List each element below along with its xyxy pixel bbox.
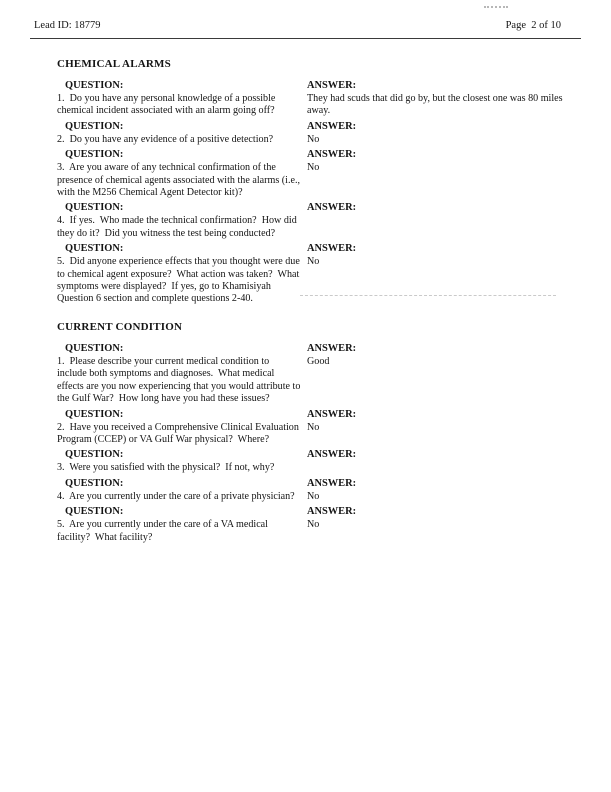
answer-label: ANSWER: (307, 449, 357, 461)
answer-label: ANSWER: (307, 342, 357, 354)
question-text: 3. Are you aware of any technical confirmation of the presence of chemical agents associated with the alarms (i.e., with the M256 Chemical Agent Detector kit)? (57, 162, 303, 199)
question-label: QUESTION: (65, 342, 124, 354)
question-text: 1. Do you have any personal knowledge of a possible chemical incident associated with an alarm going off? (57, 93, 278, 117)
answer-text: No (307, 490, 320, 502)
question-text: 5. Are you currently under the care of a VA medical facility? What facility? (57, 519, 271, 543)
question-label: QUESTION: (65, 80, 124, 91)
answer-label: ANSWER: (307, 506, 357, 518)
scan-artifact-dots (484, 6, 508, 8)
section-current-condition (57, 321, 563, 544)
qa-row (57, 242, 563, 306)
question-label: QUESTION: (65, 243, 124, 255)
question-label: QUESTION: (65, 449, 124, 461)
answer-label: ANSWER: (307, 243, 357, 255)
question-label: QUESTION: (65, 202, 124, 214)
document-body (0, 31, 611, 544)
qa-row (57, 120, 563, 146)
question-label: QUESTION: (65, 506, 124, 518)
question-label: QUESTION: (65, 120, 124, 132)
answer-text: No (307, 256, 320, 268)
scan-artifact-line (300, 295, 556, 296)
answer-label: ANSWER: (307, 477, 357, 489)
answer-text: No (307, 133, 320, 145)
answer-text (307, 462, 563, 474)
answer-text: No (307, 162, 320, 174)
qa-row (57, 477, 563, 503)
qa-row (57, 408, 563, 447)
question-text: 2. Do you have any evidence of a positive detection? (57, 133, 274, 145)
section-title-current-condition: CURRENT CONDITION (57, 320, 183, 333)
header-rule (30, 38, 581, 39)
question-text: 4. Are you currently under the care of a private physician? (57, 490, 295, 502)
lead-id: Lead ID: 18779 (34, 20, 101, 31)
qa-row (57, 505, 563, 544)
answer-text (307, 215, 563, 240)
section-title-chemical-alarms: CHEMICAL ALARMS (57, 58, 171, 70)
qa-row (57, 148, 563, 199)
answer-label: ANSWER: (307, 120, 357, 132)
question-text: 5. Did anyone experience effects that you thought were due to chemical agent exposure? What action was taken? What symptoms were displayed? If yes, go to Khamisiyah Question 6 section and complete questions 2-40. (57, 256, 303, 305)
qa-row (57, 79, 566, 118)
answer-text: They had scuds that did go by, but the closest one was 80 miles away. (307, 93, 566, 117)
page-number: Page 2 of 10 (505, 20, 561, 31)
answer-label: ANSWER: (307, 149, 357, 161)
answer-label: ANSWER: (307, 202, 357, 214)
answer-text: No (307, 421, 320, 433)
question-label: QUESTION: (65, 408, 124, 420)
answer-text: Good (307, 355, 330, 367)
question-text: 4. If yes. Who made the technical confirmation? How did they do it? Did you witness the test being conducted? (57, 215, 300, 239)
question-label: QUESTION: (65, 477, 124, 489)
answer-text: No (307, 519, 320, 531)
section-chemical-alarms (57, 58, 566, 306)
question-text: 2. Have you received a Comprehensive Clinical Evaluation Program (CCEP) or VA Gulf War physical? Where? (57, 421, 302, 445)
qa-row (57, 448, 563, 474)
qa-row (57, 342, 563, 406)
answer-label: ANSWER: (307, 408, 357, 420)
question-text: 1. Please describe your current medical condition to include both symptoms and diagnoses. What medical effects are you now experiencing that you would attribute to the Gulf War? How long have you had these issues? (57, 355, 303, 405)
answer-label: ANSWER: (307, 80, 357, 91)
page-header (0, 0, 611, 31)
qa-row (57, 201, 563, 240)
question-text: 3. Were you satisfied with the physical? If not, why? (57, 462, 275, 474)
question-label: QUESTION: (65, 149, 124, 161)
